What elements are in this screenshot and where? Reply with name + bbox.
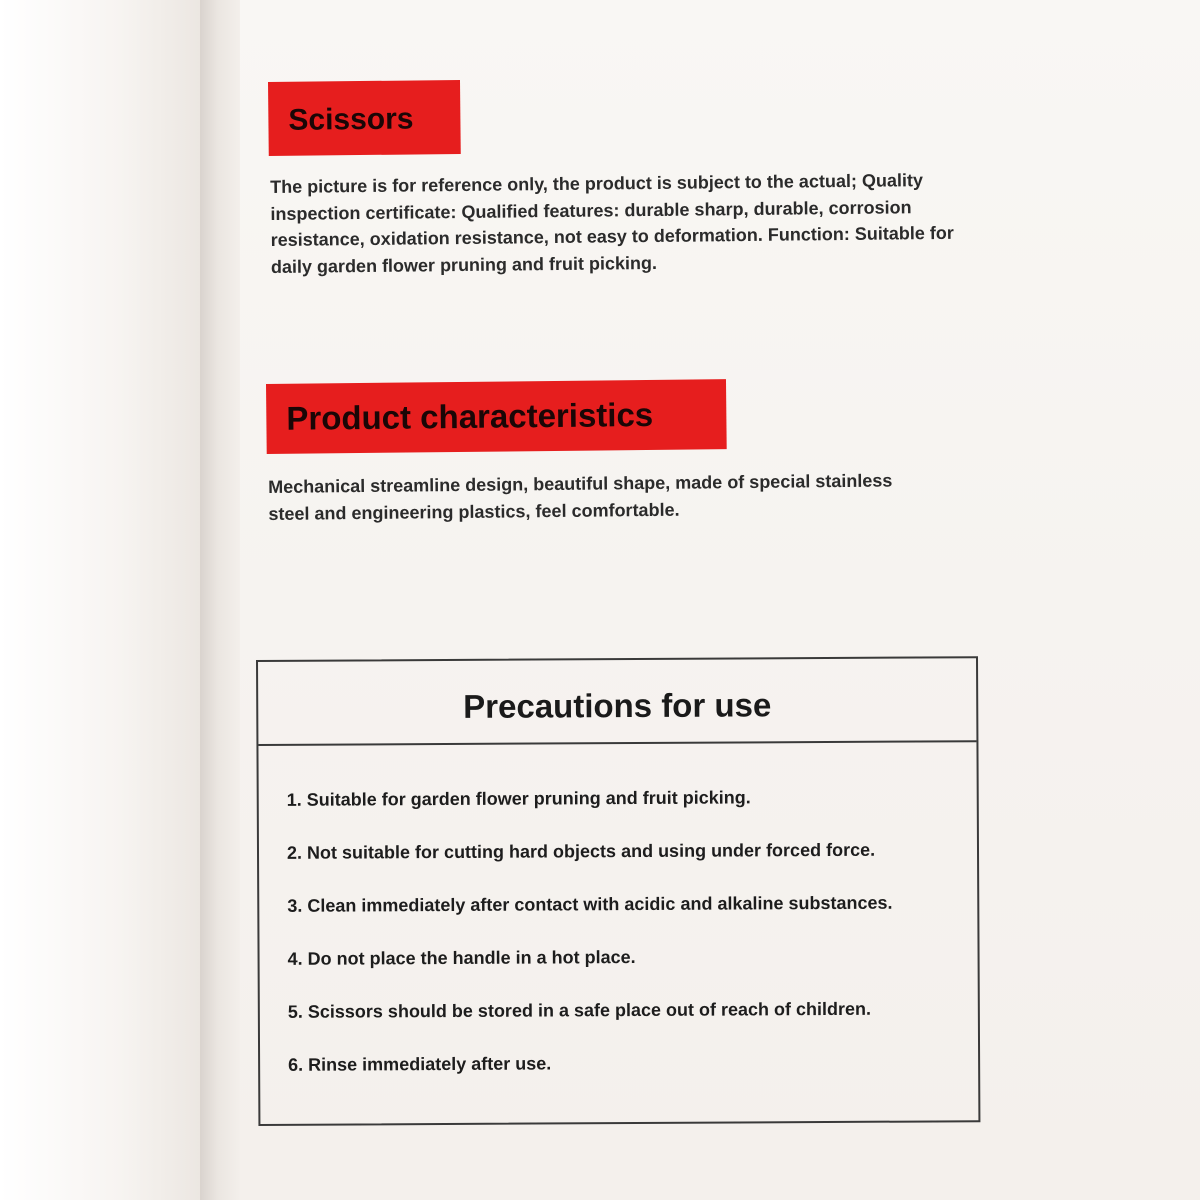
precaution-item: 5. Scissors should be stored in a safe place out of reach of children. bbox=[287, 998, 872, 1022]
precaution-item: 4. Do not place the handle in a hot place. bbox=[287, 947, 636, 969]
precautions-list bbox=[287, 787, 894, 1108]
characteristics-description: Mechanical streamline design, beautiful shape, made of special stainless steel and engineering plastics, feel comfortable. bbox=[268, 470, 893, 524]
box-edge bbox=[200, 0, 240, 1200]
precaution-item: 2. Not suitable for cutting hard objects and using under forced force. bbox=[286, 839, 876, 863]
background-left bbox=[0, 0, 200, 1200]
characteristics-heading: Product characteristics bbox=[266, 379, 727, 454]
precaution-item: 3. Clean immediately after contact with acidic and alkaline substances. bbox=[287, 892, 893, 916]
precautions-box bbox=[256, 656, 980, 1126]
precaution-item: 1. Suitable for garden flower pruning and fruit picking. bbox=[286, 787, 751, 810]
precautions-title: Precautions for use bbox=[258, 658, 976, 746]
precaution-item: 6. Rinse immediately after use. bbox=[288, 1053, 552, 1075]
scissors-heading: Scissors bbox=[268, 80, 461, 156]
scissors-description: The picture is for reference only, the product is subject to the actual; Quality inspection certificate: Qualified features: durable sharp, durable, corrosion resistance, oxidation resistance, not easy to deformation. Function: Suitable for daily garden flower pruning and fruit picking. bbox=[270, 170, 954, 277]
